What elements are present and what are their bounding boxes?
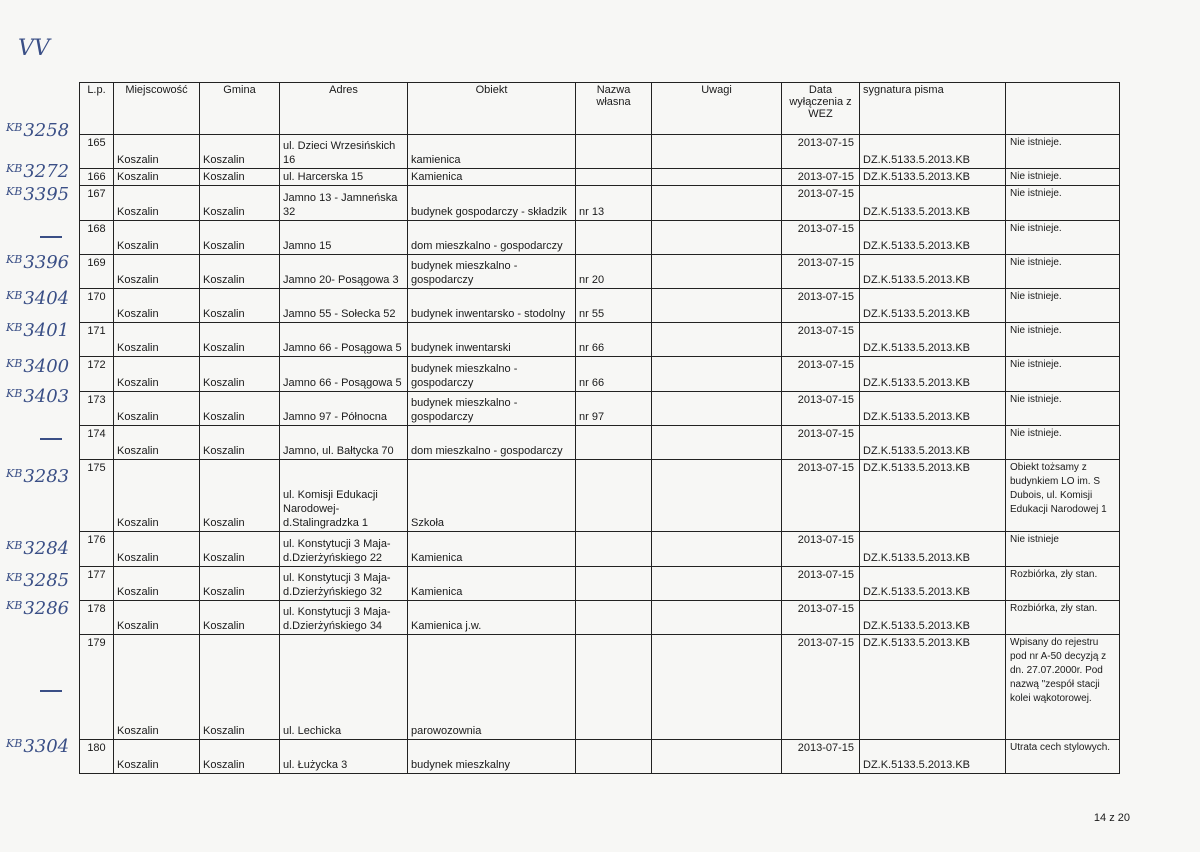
cell-miejscowosc: Koszalin xyxy=(114,391,200,425)
annotation-number: 3286 xyxy=(23,598,70,619)
annotation-prefix: KB xyxy=(6,185,23,198)
cell-sygnatura: DZ.K.5133.5.2013.KB xyxy=(860,425,1006,459)
cell-obiekt: budynek mieszkalno - gospodarczy xyxy=(408,391,576,425)
cell-gmina: Koszalin xyxy=(200,254,280,288)
header-extra xyxy=(1006,83,1120,135)
margin-annotation xyxy=(6,540,69,558)
cell-status: Rozbiórka, zły stan. xyxy=(1006,566,1120,600)
cell-obiekt: budynek mieszkalno - gospodarczy xyxy=(408,254,576,288)
cell-uwagi xyxy=(652,566,782,600)
cell-adres: ul. Dzieci Wrzesińskich 16 xyxy=(280,135,408,169)
annotation-number: 3304 xyxy=(23,736,70,757)
cell-miejscowosc: Koszalin xyxy=(114,739,200,773)
cell-uwagi xyxy=(652,634,782,739)
table-row xyxy=(80,254,1120,288)
cell-nazwa xyxy=(576,220,652,254)
cell-miejscowosc: Koszalin xyxy=(114,532,200,566)
header-gmina: Gmina xyxy=(200,83,280,135)
cell-gmina: Koszalin xyxy=(200,186,280,220)
cell-nazwa xyxy=(576,566,652,600)
cell-nazwa: nr 97 xyxy=(576,391,652,425)
cell-sygnatura: DZ.K.5133.5.2013.KB xyxy=(860,391,1006,425)
cell-status: Nie istnieje. xyxy=(1006,254,1120,288)
table-row xyxy=(80,391,1120,425)
cell-nazwa xyxy=(576,532,652,566)
cell-data: 2013-07-15 xyxy=(782,288,860,322)
cell-nazwa: nr 20 xyxy=(576,254,652,288)
cell-sygnatura: DZ.K.5133.5.2013.KB xyxy=(860,634,1006,739)
cell-uwagi xyxy=(652,600,782,634)
cell-sygnatura: DZ.K.5133.5.2013.KB xyxy=(860,357,1006,391)
cell-gmina: Koszalin xyxy=(200,135,280,169)
table-row xyxy=(80,357,1120,391)
cell-lp: 167 xyxy=(80,186,114,220)
cell-data: 2013-07-15 xyxy=(782,459,860,531)
cell-miejscowosc: Koszalin xyxy=(114,220,200,254)
header-lp: L.p. xyxy=(80,83,114,135)
annotation-number: 3284 xyxy=(23,538,70,559)
cell-status: Nie istnieje xyxy=(1006,532,1120,566)
cell-miejscowosc: Koszalin xyxy=(114,634,200,739)
cell-miejscowosc: Koszalin xyxy=(114,186,200,220)
cell-nazwa xyxy=(576,425,652,459)
cell-data: 2013-07-15 xyxy=(782,739,860,773)
cell-obiekt: dom mieszkalno - gospodarczy xyxy=(408,220,576,254)
annotation-prefix: KB xyxy=(6,737,23,750)
cell-sygnatura: DZ.K.5133.5.2013.KB xyxy=(860,254,1006,288)
cell-obiekt: budynek mieszkalny xyxy=(408,739,576,773)
cell-status: Nie istnieje. xyxy=(1006,323,1120,357)
cell-obiekt: budynek inwentarsko - stodolny xyxy=(408,288,576,322)
cell-adres: Jamno 55 - Sołecka 52 xyxy=(280,288,408,322)
cell-lp: 171 xyxy=(80,323,114,357)
cell-gmina: Koszalin xyxy=(200,288,280,322)
cell-obiekt: Kamienica j.w. xyxy=(408,600,576,634)
cell-lp: 169 xyxy=(80,254,114,288)
margin-annotation xyxy=(6,163,69,181)
cell-nazwa xyxy=(576,169,652,186)
annotation-prefix: KB xyxy=(6,571,23,584)
page-number: 14 z 20 xyxy=(1093,812,1130,824)
cell-status: Nie istnieje. xyxy=(1006,169,1120,186)
table-row xyxy=(80,566,1120,600)
cell-lp: 180 xyxy=(80,739,114,773)
cell-lp: 166 xyxy=(80,169,114,186)
cell-adres: Jamno 97 - Północna xyxy=(280,391,408,425)
cell-lp: 173 xyxy=(80,391,114,425)
cell-adres: Jamno 15 xyxy=(280,220,408,254)
margin-dash xyxy=(40,236,62,238)
header-miejscowosc: Miejscowość xyxy=(114,83,200,135)
annotation-number: 3395 xyxy=(23,184,70,205)
cell-status: Nie istnieje. xyxy=(1006,425,1120,459)
margin-annotation xyxy=(6,572,69,590)
cell-status: Nie istnieje. xyxy=(1006,186,1120,220)
cell-nazwa: nr 66 xyxy=(576,323,652,357)
cell-obiekt: dom mieszkalno - gospodarczy xyxy=(408,425,576,459)
cell-sygnatura: DZ.K.5133.5.2013.KB xyxy=(860,323,1006,357)
header-adres: Adres xyxy=(280,83,408,135)
cell-data: 2013-07-15 xyxy=(782,186,860,220)
cell-miejscowosc: Koszalin xyxy=(114,169,200,186)
margin-annotation xyxy=(6,322,69,340)
cell-gmina: Koszalin xyxy=(200,739,280,773)
cell-adres: Jamno 66 - Posągowa 5 xyxy=(280,357,408,391)
cell-data: 2013-07-15 xyxy=(782,135,860,169)
cell-lp: 175 xyxy=(80,459,114,531)
annotation-number: 3396 xyxy=(23,252,70,273)
annotation-number: 3403 xyxy=(23,386,70,407)
cell-uwagi xyxy=(652,254,782,288)
cell-data: 2013-07-15 xyxy=(782,254,860,288)
header-obiekt: Obiekt xyxy=(408,83,576,135)
header-nazwa: Nazwa własna xyxy=(576,83,652,135)
cell-nazwa: nr 66 xyxy=(576,357,652,391)
annotation-number: 3272 xyxy=(23,161,70,182)
margin-dash xyxy=(40,438,62,440)
header-uwagi: Uwagi xyxy=(652,83,782,135)
cell-uwagi xyxy=(652,459,782,531)
cell-uwagi xyxy=(652,532,782,566)
cell-nazwa xyxy=(576,135,652,169)
table-row xyxy=(80,532,1120,566)
cell-sygnatura: DZ.K.5133.5.2013.KB xyxy=(860,220,1006,254)
annotation-number: 3404 xyxy=(23,288,70,309)
cell-miejscowosc: Koszalin xyxy=(114,459,200,531)
cell-data: 2013-07-15 xyxy=(782,169,860,186)
table-header-row xyxy=(80,83,1120,135)
cell-nazwa: nr 55 xyxy=(576,288,652,322)
cell-status: Nie istnieje. xyxy=(1006,391,1120,425)
cell-gmina: Koszalin xyxy=(200,220,280,254)
cell-miejscowosc: Koszalin xyxy=(114,288,200,322)
table-row xyxy=(80,634,1120,739)
cell-lp: 168 xyxy=(80,220,114,254)
annotation-prefix: KB xyxy=(6,387,23,400)
cell-lp: 178 xyxy=(80,600,114,634)
cell-gmina: Koszalin xyxy=(200,566,280,600)
annotation-number: 3283 xyxy=(23,466,70,487)
cell-adres: Jamno 13 - Jamneńska 32 xyxy=(280,186,408,220)
cell-uwagi xyxy=(652,220,782,254)
cell-data: 2013-07-15 xyxy=(782,391,860,425)
table-row xyxy=(80,739,1120,773)
handwritten-mark-top: VV xyxy=(18,36,50,61)
cell-obiekt: Kamienica xyxy=(408,532,576,566)
header-data: Data wyłączenia z WEZ xyxy=(782,83,860,135)
margin-annotation xyxy=(6,254,69,272)
cell-uwagi xyxy=(652,739,782,773)
annotation-prefix: KB xyxy=(6,253,23,266)
annotation-prefix: KB xyxy=(6,289,23,302)
cell-lp: 174 xyxy=(80,425,114,459)
table-row xyxy=(80,425,1120,459)
cell-status: Obiekt tożsamy z budynkiem LO im. S Dubois, ul. Komisji Edukacji Narodowej 1 xyxy=(1006,459,1120,531)
cell-lp: 170 xyxy=(80,288,114,322)
cell-gmina: Koszalin xyxy=(200,634,280,739)
cell-obiekt: Szkoła xyxy=(408,459,576,531)
table-row xyxy=(80,600,1120,634)
heritage-register-table xyxy=(79,82,1120,774)
cell-adres: ul. Harcerska 15 xyxy=(280,169,408,186)
cell-adres: ul. Łużycka 3 xyxy=(280,739,408,773)
cell-miejscowosc: Koszalin xyxy=(114,323,200,357)
cell-lp: 179 xyxy=(80,634,114,739)
cell-miejscowosc: Koszalin xyxy=(114,254,200,288)
cell-status: Rozbiórka, zły stan. xyxy=(1006,600,1120,634)
table-row xyxy=(80,288,1120,322)
cell-miejscowosc: Koszalin xyxy=(114,135,200,169)
table-row xyxy=(80,135,1120,169)
cell-sygnatura: DZ.K.5133.5.2013.KB xyxy=(860,288,1006,322)
header-sygnatura: sygnatura pisma xyxy=(860,83,1006,135)
cell-obiekt: parowozownia xyxy=(408,634,576,739)
cell-adres: Jamno 66 - Posągowa 5 xyxy=(280,323,408,357)
margin-dash xyxy=(40,690,62,692)
cell-nazwa xyxy=(576,739,652,773)
cell-miejscowosc: Koszalin xyxy=(114,357,200,391)
table-row xyxy=(80,459,1120,531)
annotation-prefix: KB xyxy=(6,321,23,334)
cell-data: 2013-07-15 xyxy=(782,323,860,357)
cell-adres: Jamno, ul. Bałtycka 70 xyxy=(280,425,408,459)
cell-lp: 176 xyxy=(80,532,114,566)
cell-status: Nie istnieje. xyxy=(1006,220,1120,254)
cell-adres: ul. Lechicka xyxy=(280,634,408,739)
cell-sygnatura: DZ.K.5133.5.2013.KB xyxy=(860,459,1006,531)
margin-annotation xyxy=(6,122,69,140)
cell-nazwa xyxy=(576,600,652,634)
cell-lp: 165 xyxy=(80,135,114,169)
cell-nazwa xyxy=(576,459,652,531)
annotation-number: 3400 xyxy=(23,356,70,377)
cell-gmina: Koszalin xyxy=(200,425,280,459)
cell-gmina: Koszalin xyxy=(200,357,280,391)
cell-sygnatura: DZ.K.5133.5.2013.KB xyxy=(860,135,1006,169)
cell-nazwa: nr 13 xyxy=(576,186,652,220)
margin-annotation xyxy=(6,388,69,406)
cell-sygnatura: DZ.K.5133.5.2013.KB xyxy=(860,600,1006,634)
margin-annotation xyxy=(6,738,69,756)
table-row xyxy=(80,220,1120,254)
cell-obiekt: kamienica xyxy=(408,135,576,169)
cell-adres: Jamno 20- Posągowa 3 xyxy=(280,254,408,288)
table-row xyxy=(80,169,1120,186)
cell-miejscowosc: Koszalin xyxy=(114,600,200,634)
cell-uwagi xyxy=(652,391,782,425)
annotation-prefix: KB xyxy=(6,599,23,612)
cell-data: 2013-07-15 xyxy=(782,220,860,254)
cell-sygnatura: DZ.K.5133.5.2013.KB xyxy=(860,532,1006,566)
cell-uwagi xyxy=(652,357,782,391)
cell-obiekt: budynek inwentarski xyxy=(408,323,576,357)
margin-annotation xyxy=(6,468,69,486)
cell-nazwa xyxy=(576,634,652,739)
table-row xyxy=(80,323,1120,357)
cell-uwagi xyxy=(652,425,782,459)
margin-annotation xyxy=(6,358,69,376)
cell-sygnatura: DZ.K.5133.5.2013.KB xyxy=(860,186,1006,220)
cell-lp: 177 xyxy=(80,566,114,600)
cell-lp: 172 xyxy=(80,357,114,391)
cell-status: Wpisany do rejestru pod nr A-50 decyzją z dn. 27.07.2000r. Pod nazwą "zespół stacji kolei wąkotorowej. xyxy=(1006,634,1120,739)
cell-obiekt: Kamienica xyxy=(408,566,576,600)
annotation-prefix: KB xyxy=(6,357,23,370)
cell-obiekt: budynek gospodarczy - składzik xyxy=(408,186,576,220)
cell-uwagi xyxy=(652,186,782,220)
cell-gmina: Koszalin xyxy=(200,323,280,357)
annotation-number: 3285 xyxy=(23,570,70,591)
cell-status: Utrata cech stylowych. xyxy=(1006,739,1120,773)
cell-gmina: Koszalin xyxy=(200,169,280,186)
cell-adres: ul. Konstytucji 3 Maja- d.Dzierżyńskiego 22 xyxy=(280,532,408,566)
table-body xyxy=(80,135,1120,774)
cell-miejscowosc: Koszalin xyxy=(114,566,200,600)
annotation-number: 3258 xyxy=(23,120,70,141)
annotation-prefix: KB xyxy=(6,162,23,175)
cell-adres: ul. Konstytucji 3 Maja- d.Dzierżyńskiego 32 xyxy=(280,566,408,600)
annotation-number: 3401 xyxy=(23,320,70,341)
cell-data: 2013-07-15 xyxy=(782,357,860,391)
cell-adres: ul. Komisji Edukacji Narodowej- d.Stalingradzka 1 xyxy=(280,459,408,531)
cell-uwagi xyxy=(652,288,782,322)
cell-data: 2013-07-15 xyxy=(782,634,860,739)
cell-miejscowosc: Koszalin xyxy=(114,425,200,459)
cell-status: Nie istnieje. xyxy=(1006,135,1120,169)
cell-gmina: Koszalin xyxy=(200,459,280,531)
annotation-prefix: KB xyxy=(6,539,23,552)
annotation-prefix: KB xyxy=(6,121,23,134)
margin-annotation xyxy=(6,290,69,308)
cell-data: 2013-07-15 xyxy=(782,532,860,566)
cell-data: 2013-07-15 xyxy=(782,566,860,600)
cell-adres: ul. Konstytucji 3 Maja- d.Dzierżyńskiego 34 xyxy=(280,600,408,634)
cell-gmina: Koszalin xyxy=(200,532,280,566)
cell-status: Nie istnieje. xyxy=(1006,357,1120,391)
cell-gmina: Koszalin xyxy=(200,600,280,634)
annotation-prefix: KB xyxy=(6,467,23,480)
cell-gmina: Koszalin xyxy=(200,391,280,425)
table-row xyxy=(80,186,1120,220)
cell-sygnatura: DZ.K.5133.5.2013.KB xyxy=(860,739,1006,773)
cell-status: Nie istnieje. xyxy=(1006,288,1120,322)
cell-data: 2013-07-15 xyxy=(782,600,860,634)
cell-uwagi xyxy=(652,135,782,169)
cell-sygnatura: DZ.K.5133.5.2013.KB xyxy=(860,566,1006,600)
margin-annotation xyxy=(6,186,69,204)
cell-sygnatura: DZ.K.5133.5.2013.KB xyxy=(860,169,1006,186)
margin-annotation xyxy=(6,600,69,618)
cell-uwagi xyxy=(652,169,782,186)
cell-uwagi xyxy=(652,323,782,357)
cell-obiekt: budynek mieszkalno - gospodarczy xyxy=(408,357,576,391)
cell-obiekt: Kamienica xyxy=(408,169,576,186)
cell-data: 2013-07-15 xyxy=(782,425,860,459)
